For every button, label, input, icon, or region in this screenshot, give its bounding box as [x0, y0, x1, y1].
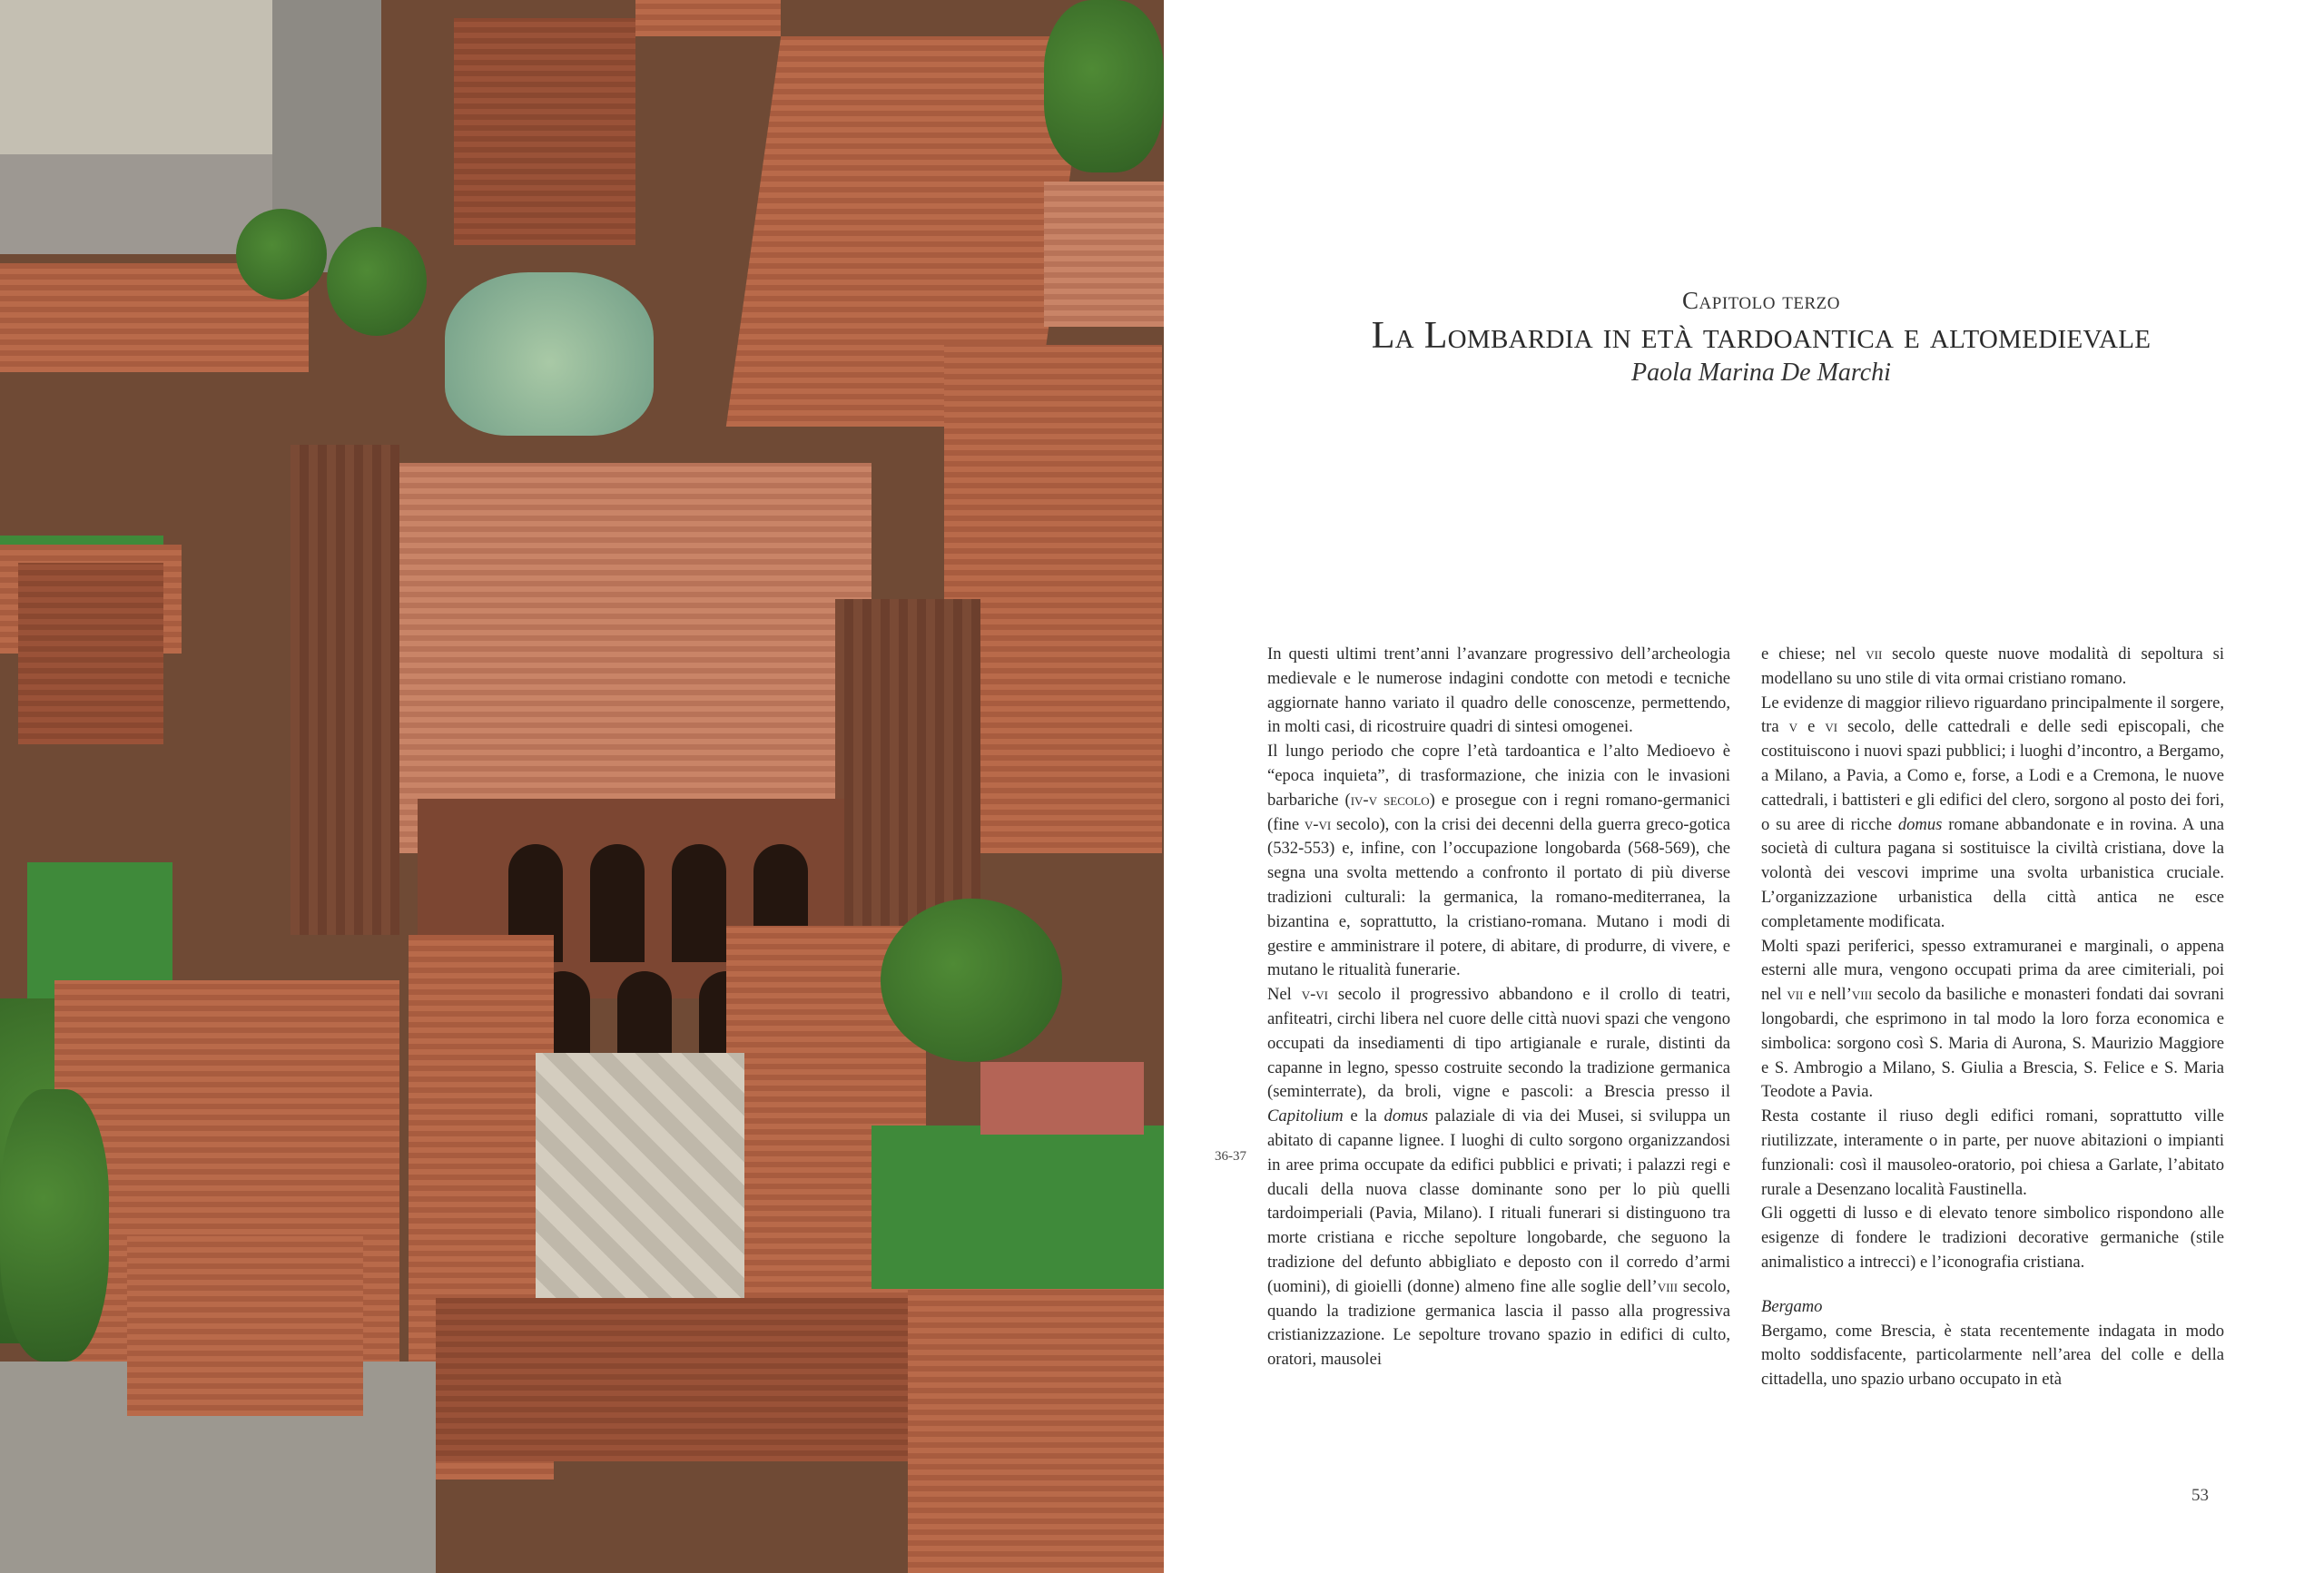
- arch: [590, 844, 645, 962]
- text-column-left: [1267, 643, 1730, 1372]
- tree: [1044, 0, 1164, 172]
- gray-building: [0, 0, 300, 154]
- sports-field: [872, 1126, 1164, 1289]
- tree: [236, 209, 327, 300]
- text-column-right: [1761, 643, 2224, 1392]
- court: [980, 1062, 1144, 1135]
- bell-tower: [290, 445, 399, 935]
- basilica-nave-roof: [399, 463, 872, 853]
- margin-reference: 36-37: [1215, 1149, 1246, 1164]
- building-roof: [908, 1289, 1164, 1573]
- roof: [1044, 182, 1164, 327]
- paragraph: Molti spazi periferici, spesso extramuranei e marginali, o appena esterni alle mura, vengono occupati prima da aree cimiteriali, poi nel vii e nell’viii secolo da basiliche e monasteri fondati dai sovrani longobardi, che esprimono in tal modo la loro forza economica e simbolica: sorgono così S. Maria di Aurona, S. Maurizio Maggiore e S. Ambrogio a Milano, S. Giulia a Brescia, S. Felice e S. Maria Teodote a Pavia.: [1761, 936, 2224, 1102]
- chapter-label: Capitolo terzo: [1682, 287, 1840, 314]
- chapter-title: La Lombardia in età tardoantica e altomedievale: [1371, 315, 2152, 357]
- chapter-author: Paola Marina De Marchi: [1631, 359, 1891, 387]
- tree: [327, 227, 427, 336]
- arch: [617, 971, 672, 1053]
- lawn: [27, 862, 172, 998]
- paragraph: e chiese; nel vii secolo queste nuove modalità di sepoltura si modellano su uno stile di vita ormai cristiano romano.: [1761, 644, 2224, 688]
- page-number: 53: [2191, 1486, 2209, 1505]
- roof: [454, 18, 635, 245]
- section-heading: Bergamo: [1761, 1296, 1823, 1316]
- tree: [0, 1089, 109, 1362]
- paragraph: Le evidenze di maggior rilievo riguardano principalmente il sorgere, tra v e vi secolo, delle cattedrali e delle sedi episcopali, che costituiscono i nuovi spazi pubblici; i luoghi d’incontro, a Bergamo, a Milano, a Pavia, a Como e, forse, a Lodi e a Cremona, le nuove cattedrali, i battisteri e gli edifici del clero, sorgono al posto dei fori, o su aree di ricche domus romane abbandonate e in rovina. A una società di cultura pagana si sostituisce la civiltà cristiana, dove la volontà dei vescovi imprime una svolta urbanistica cruciale. L’organizzazione urbanistica della città antica ne esce completamente modificata.: [1761, 693, 2224, 931]
- roof: [635, 0, 781, 36]
- paragraph: Bergamo, come Brescia, è stata recentemente indagata in modo molto soddisfacente, particolarmente nell’area del colle e della cittadella, uno spazio urbano occupato in età: [1761, 1321, 2224, 1390]
- bell-tower: [835, 599, 980, 944]
- building-roof: [127, 1234, 363, 1416]
- paragraph: Il lungo periodo che copre l’età tardoantica e l’alto Medioevo è “epoca inquieta”, di trasformazione, che inizia con le invasioni barbariche (iv-v secolo) e prosegue con i regni romano-germanici (fine v-vi secolo), con la crisi dei decenni della guerra greco-gotica (532-553) e, infine, con l’occupazione longobarda (568-569), che segna una svolta mettendo a confronto il portato di più diverse tradizioni culturali: la germanica, la romano-mediterranea, la bizantina e, soprattutto, la cristiano-romana. Mutano i modi di gestire e amministrare il potere, di abitare, di produrre, di vivere, e mutano le ritualità funerarie.: [1267, 742, 1730, 980]
- arch: [672, 844, 726, 962]
- tree: [881, 899, 1062, 1062]
- paragraph: Nel v-vi secolo il progressivo abbandono e il crollo di teatri, anfiteatri, circhi libera nel cuore delle città nuovi spazi che vengono occupati da insediamenti di tipo artigianale e rurale, distinti da capanne in legno, spesso costruite secondo la tradizione germanica (seminterrate), da broli, vigne e pascoli: a Brescia presso il Capitolium e la domus palaziale di via dei Musei, si sviluppa un abitato di capanne lignee. I luoghi di culto sorgono organizzandosi in aree prima occupate da edifici pubblici e privati; i palazzi regi e ducali della nuova classe dominante sono per lo più quelli tardoimperiali (Pavia, Milano). I rituali funerari si distinguono tra morte cristiana e ricche sepolture longobarde, che seguono la tradizione del defunto abbigliato e deposto con il corredo d’armi (uomini), di gioielli (donne) almeno fine alle soglie dell’viii secolo, quando la tradizione germanica lascia il passo alla progressiva cristianizzazione. Le sepolture trovano spazio in edifici di culto, oratori, mausolei: [1267, 985, 1730, 1370]
- house-roof: [18, 563, 163, 744]
- paragraph: Resta costante il riuso degli edifici romani, soprattutto ville riutilizzate, interamente o in parte, per nuove abitazioni o impianti funzionali: così il mausoleo-oratorio, poi chiesa a Garlate, l’abitato rurale a Desenzano località Faustinella.: [1761, 1106, 2224, 1199]
- paragraph: Gli oggetti di lusso e di elevato tenore simbolico rispondono alle esigenze di fondere le tradizioni decorative germaniche (stile animalistico a intrecci) e l’iconografia cristiana.: [1761, 1204, 2224, 1272]
- green-dome: [445, 272, 654, 436]
- paragraph: In questi ultimi trent’anni l’avanzare progressivo dell’archeologia medievale e le numerose indagini condotte con metodi e tecniche aggiornate hanno variato il quadro delle conoscenze, permettendo, in molti casi, di ricostruire quadri di sintesi omogenei.: [1267, 644, 1730, 737]
- atrium-front-roof: [436, 1298, 944, 1461]
